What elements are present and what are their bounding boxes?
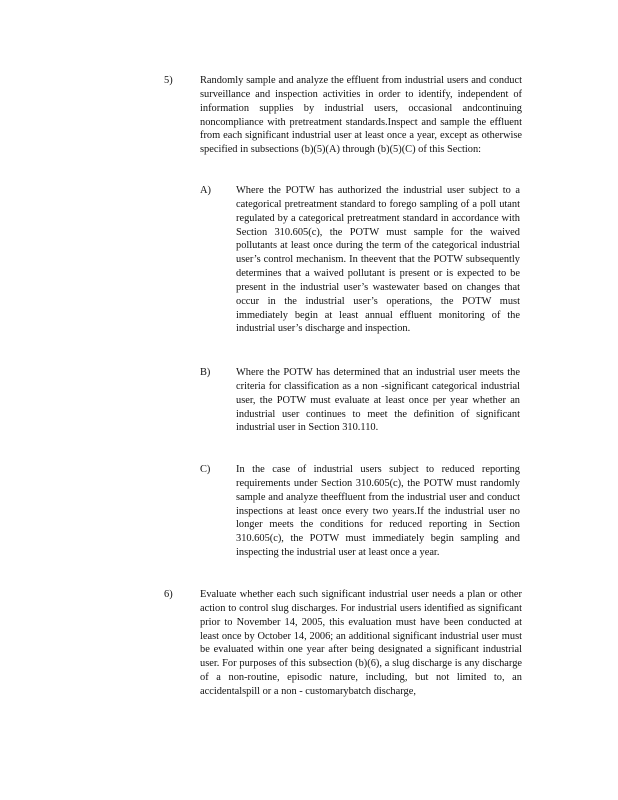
subsection-text: Evaluate whether each such significant industrial user needs a plan or other action to control slug discharges. For industrial users identified as significant prior to November 14, 2005, this evaluation must have been conducted at least once by October 14, 2006; an additional significant industrial user must be evaluated within one year after being designated a significant industrial user. For purposes of this subsection (b)(6), a slug discharge is any discharge of a non-routine, episodic nature, including, but not limited to, an accidentalspill or a non - customarybatch discharge, xyxy=(200,589,522,697)
subsection-text: In the case of industrial users subject to reduced reporting requirements under Section 310.605(c), the POTW must randomly sample and analyze theeffluent from the industrial user and conduct inspections at least once every two years.If the industrial user no longer meets the conditions for reduced reporting in Section 310.605(c), the POTW must immediately begin sampling and inspecting the industrial user at least once a year. xyxy=(236,464,520,559)
subsection-number: 5) xyxy=(164,75,173,86)
subsection-text: Where the POTW has determined that an industrial user meets the criteria for classification as a non -significant categorical industrial user, the POTW must evaluate at least once per year whether an industrial user continues to meet the definition of significant industrial user in Section 310.110. xyxy=(236,367,520,434)
subsection-number: C) xyxy=(200,464,211,475)
subsection-number: A) xyxy=(200,185,211,196)
subsection-number: B) xyxy=(200,367,211,378)
subsection-text: Randomly sample and analyze the effluent from industrial users and conduct surveillance and inspection activities in order to identify, independent of information supplies by industrial users, occasional andcontinuing noncompliance with pretreatment standards.Inspect and sample the effluent from each significant industrial user at least once a year, except as otherwise specified in subsections (b)(5)(A) through (b)(5)(C) of this Section: xyxy=(200,75,522,156)
subsection-number: 6) xyxy=(164,589,173,600)
subsection-text: Where the POTW has authorized the industrial user subject to a categorical pretreatment standard to forego sampling of a poll utant regulated by a categorical pretreatment standard in accordance with Section 310.605(c), the POTW must sample for the waived pollutants at least once during the term of the categorical industrial user’s control mechanism. In theevent that the POTW subsequently determines that a waived pollutant is present or is expected to be present in the industrial user’s wastewater based on changes that occur in the industrial user’s operations, the POTW must immediately begin at least annual effluent monitoring of the industrial user’s discharge and inspection. xyxy=(236,185,520,335)
